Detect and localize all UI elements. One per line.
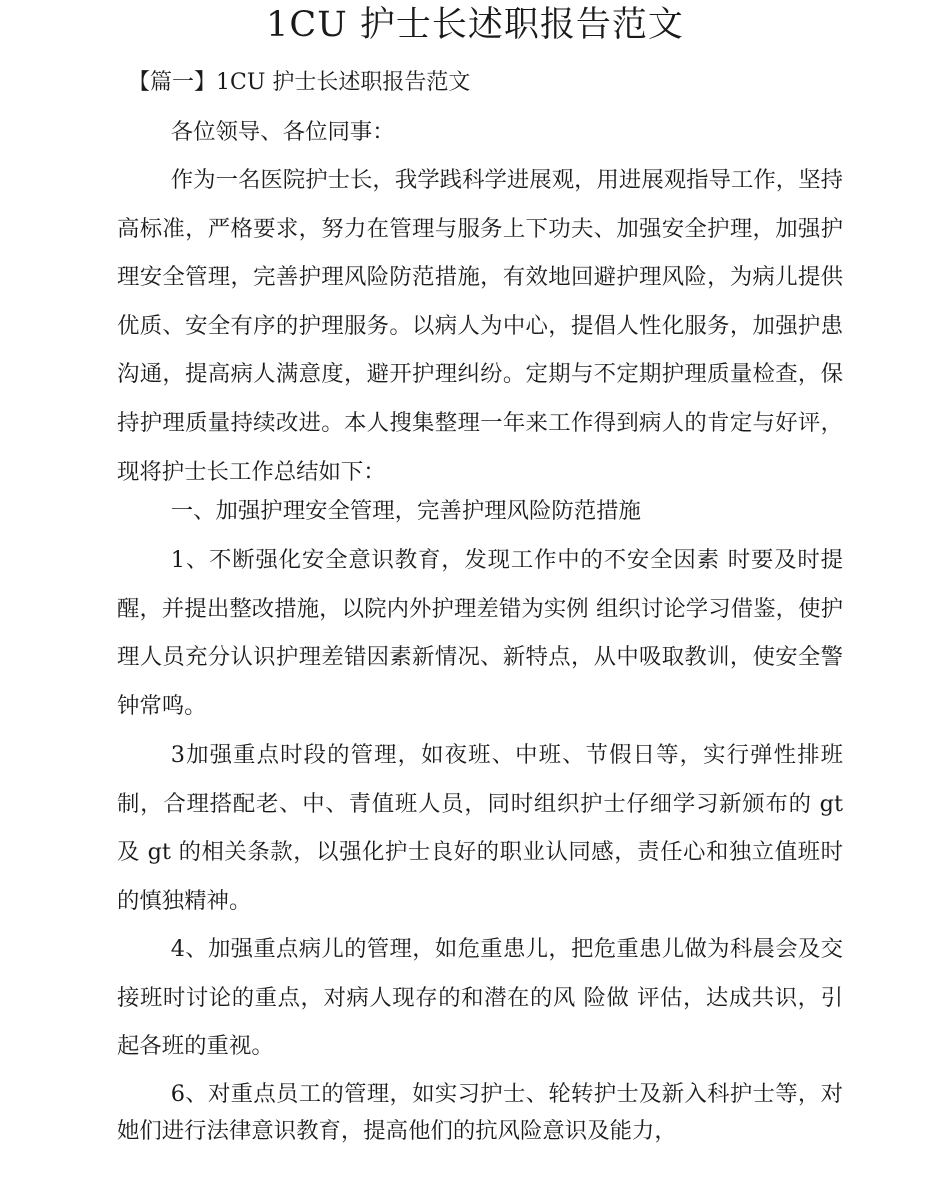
item-one-paragraph: 1、不断强化安全意识教育，发现工作中的不安全因素 时要及时提醒，并提出整改措施，以院内外护理差错为实例 组织讨论学习借鉴，使护理人员充分认识护理差错因素新情况、新特点，从中吸取教训，使安全警钟常鸣。: [117, 547, 843, 719]
document-title: 1CU 护士长述职报告范文: [266, 5, 684, 45]
greeting-paragraph: 各位领导、各位同事：: [170, 119, 395, 145]
item-three-paragraph: 3加强重点时段的管理，如夜班、中班、节假日等，实行弹性排班制，合理搭配老、中、青值班人员，同时组织护士仔细学习新颁布的 gt 及 gt 的相关条款，以强化护士良好的职业认同感，责任心和独立值班时的慎独精神。: [117, 742, 843, 914]
intro-paragraph: 作为一名医院护士长，我学践科学进展观，用进展观指导工作，坚持高标准，严格要求，努力在管理与服务上下功夫、加强安全护理，加强护理安全管理，完善护理风险防范措施，有效地回避护理风险，为病儿提供优质、安全有序的护理服务。以病人为中心，提倡人性化服务，加强护患沟通，提高病人满意度，避开护理纠纷。定期与不定期护理质量检查，保持护理质量持续改进。本人搜集整理一年来工作得到病人的肯定与好评，现将护士长工作总结如下：: [117, 167, 843, 485]
item-six-paragraph: 6、对重点员工的管理，如实习护士、轮转护士及新入科护士等，对她们进行法律意识教育，提高他们的抗风险意识及能力，: [117, 1081, 843, 1144]
section-one-heading: 一、加强护理安全管理，完善护理风险防范措施: [170, 498, 641, 524]
section-heading: 【篇一】1CU 护士长述职报告范文: [128, 70, 471, 95]
item-four-paragraph: 4、加强重点病儿的管理，如危重患儿，把危重患儿做为科晨会及交接班时讨论的重点，对病人现存的和潜在的风 险做 评估，达成共识，引起各班的重视。: [117, 936, 843, 1060]
